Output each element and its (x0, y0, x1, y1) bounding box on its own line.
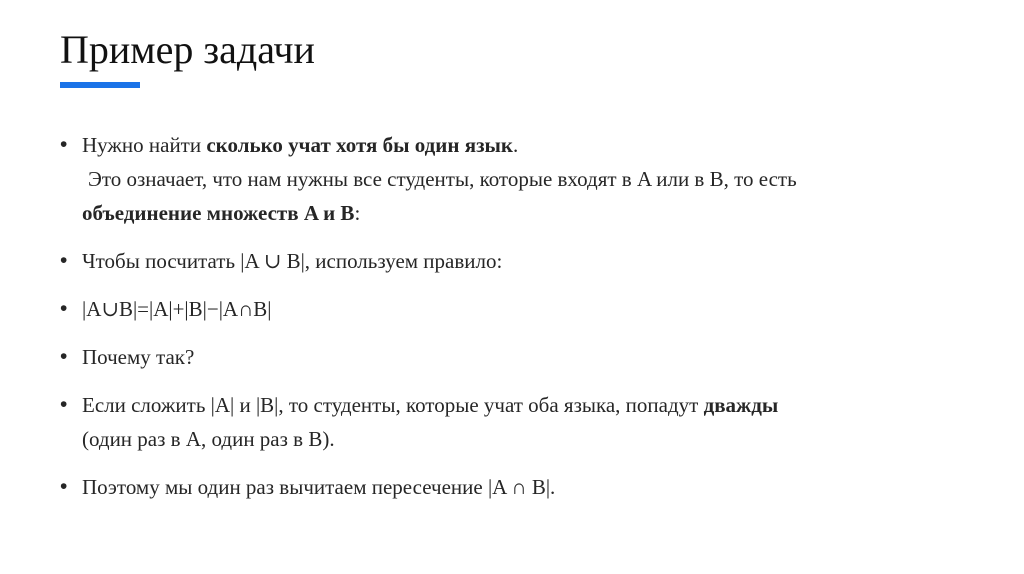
bullet-item (60, 340, 980, 374)
bullet-text-bold: сколько учат хотя бы один язык (206, 133, 514, 157)
bullet-text: Почему так? (82, 345, 195, 369)
bullet-text-part: Если сложить |A| и |B|, то студенты, которые учат оба языка, попадут (82, 393, 704, 417)
bullet-dot: • (60, 345, 68, 368)
bullet-text-bold: объединение множеств A и B (82, 201, 355, 225)
formula-text: |A∪B|=|A|+|B|−|A∩B| (82, 297, 272, 321)
bullet-text-part: Нужно найти (82, 133, 207, 157)
bullet-text-line: (один раз в A, один раз в B). (82, 427, 335, 451)
bullet-item (60, 128, 980, 230)
bullet-item (60, 292, 980, 326)
title-accent-bar (60, 82, 140, 88)
bullet-dot: • (60, 249, 68, 272)
bullet-text-bold: дважды (703, 393, 779, 417)
bullet-item (60, 388, 980, 456)
bullet-text-line: Это означает, что нам нужны все студенты, которые входят в A или в B, то есть (88, 167, 797, 191)
bullet-text (82, 393, 778, 417)
bullet-text-part: . (513, 133, 519, 157)
bullet-text (82, 133, 518, 157)
bullet-item (60, 244, 980, 278)
bullet-item (60, 470, 980, 504)
bullet-text-part: : (354, 201, 361, 225)
bullet-text-line (82, 201, 360, 225)
bullet-dot: • (60, 393, 68, 416)
bullet-dot: • (60, 297, 68, 320)
bullet-list (60, 128, 980, 518)
bullet-text: Чтобы посчитать |A ∪ B|, используем правило: (82, 249, 503, 273)
bullet-text: Поэтому мы один раз вычитаем пересечение |A ∩ B|. (82, 475, 556, 499)
bullet-dot: • (60, 133, 68, 156)
bullet-dot: • (60, 475, 68, 498)
slide-title: Пример задачи (60, 27, 315, 72)
